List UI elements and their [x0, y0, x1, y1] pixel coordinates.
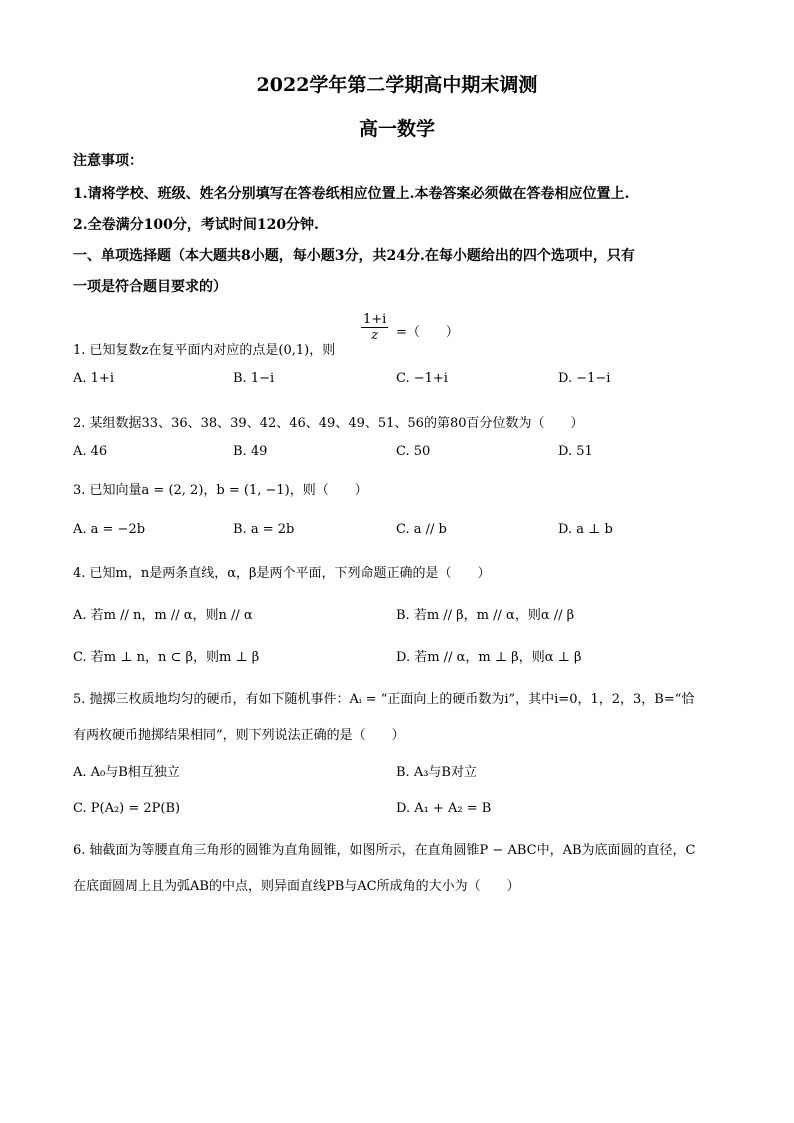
- option-a: A. 1+i: [73, 371, 114, 386]
- option-c: C. P(A₂) = 2P(B): [73, 801, 181, 816]
- option-d: D. 51: [558, 444, 593, 459]
- option-c: C. 50: [396, 444, 431, 459]
- option-d: D. 若m // α，m ⊥ β，则α ⊥ β: [396, 650, 582, 665]
- question-stem: 4. 已知m，n是两条直线，α，β是两个平面，下列命题正确的是（ ）: [73, 566, 491, 581]
- option-d: D. a ⊥ b: [558, 522, 613, 537]
- question-stem: 2. 某组数据33、36、38、39、42、46、49、49、51、56的第80百分位数为（ ）: [73, 416, 584, 431]
- question-stem-tail: =（ ）: [396, 325, 459, 340]
- question-stem: 3. 已知向量a = (2, 2)，b = (1, −1)，则（ ）: [73, 483, 368, 498]
- note-item: 2.全卷满分100分，考试时间120分钟.: [73, 217, 319, 233]
- option-a: A. 若m // n，m // α，则n // α: [73, 608, 253, 623]
- exam-subtitle: 高一数学: [358, 118, 435, 140]
- option-c: C. a // b: [396, 522, 447, 537]
- fraction: [361, 312, 388, 343]
- question-stem: 6. 轴截面为等腰直角三角形的圆锥为直角圆锥，如图所示，在直角圆锥P − ABC中，AB为底面圆的直径，C: [73, 843, 696, 858]
- option-b: B. 49: [233, 444, 268, 459]
- fraction-denominator: z: [371, 328, 379, 343]
- notes-heading: 注意事项：: [73, 153, 143, 169]
- option-d: D. A₁ + A₂ = B: [396, 801, 492, 816]
- note-item: 1.请将学校、班级、姓名分别填写在答卷纸相应位置上.本卷答案必须做在答卷相应位置上.: [73, 186, 630, 202]
- option-c: C. 若m ⊥ n，n ⊂ β，则m ⊥ β: [73, 650, 260, 665]
- option-b: B. a = 2b: [233, 522, 295, 537]
- section-heading: 一、单项选择题（本大题共8小题，每小题3分，共24分.在每小题给出的四个选项中，只有: [73, 248, 635, 264]
- question-stem-cont: 在底面圆周上且为弧AB的中点，则异面直线PB与AC所成角的大小为（ ）: [73, 879, 520, 894]
- section-heading-cont: 一项是符合题目要求的）: [73, 279, 227, 295]
- fraction-numerator: 1+i: [363, 312, 387, 327]
- option-a: A. A₀与B相互独立: [73, 765, 180, 780]
- option-a: A. 46: [73, 444, 108, 459]
- option-d: D. −1−i: [558, 371, 611, 386]
- question-stem: 1. 已知复数z在复平面内对应的点是(0,1)，则: [73, 343, 336, 358]
- exam-title: 2022学年第二学期高中期末调测: [256, 74, 538, 96]
- option-c: C. −1+i: [396, 371, 448, 386]
- option-b: B. A₃与B对立: [396, 765, 477, 780]
- question-stem: 5. 抛掷三枚质地均匀的硬币，有如下随机事件：Aᵢ = “正面向上的硬币数为i”，其中i=0，1，2，3，B=“恰: [73, 692, 695, 707]
- option-a: A. a = −2b: [73, 522, 146, 537]
- option-b: B. 若m // β，m // α，则α // β: [396, 608, 575, 623]
- question-stem-cont: 有两枚硬币抛掷结果相同”，则下列说法正确的是（ ）: [73, 728, 405, 743]
- option-b: B. 1−i: [233, 371, 275, 386]
